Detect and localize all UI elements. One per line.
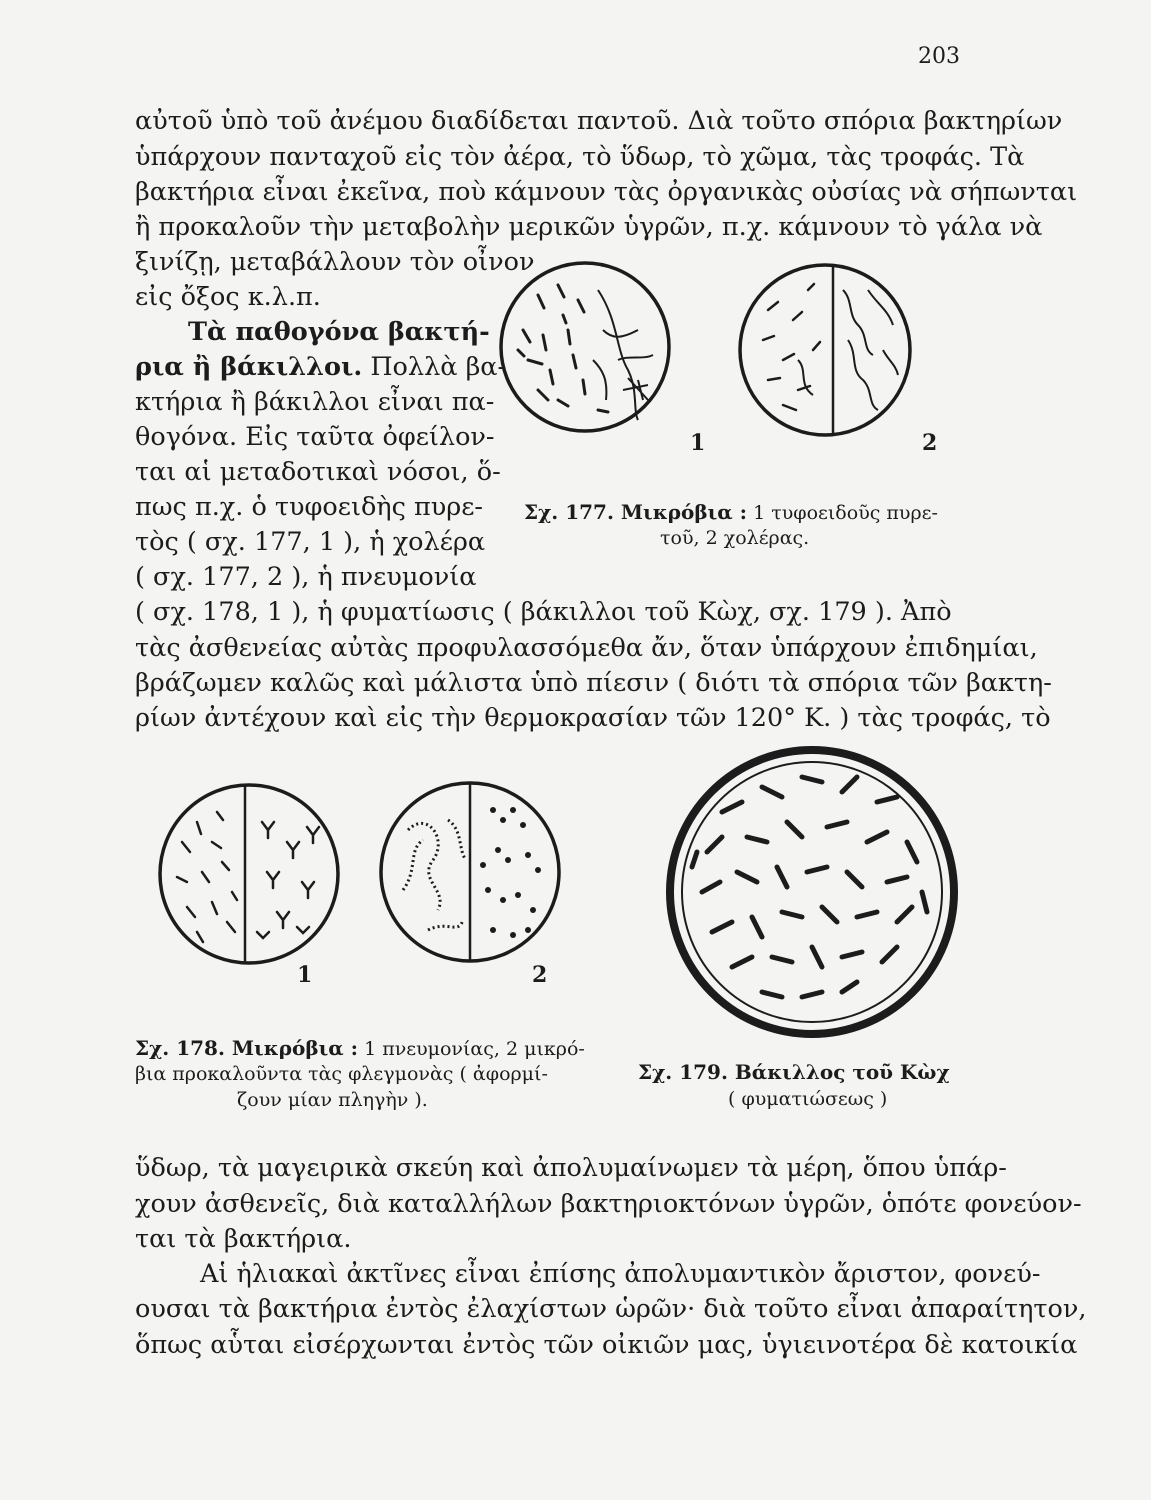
fig179-caption-title: Σχ. 179. Βάκιλλος τοῦ Κὼχ bbox=[638, 1060, 950, 1084]
fig178-caption-line2: βια προκαλοῦντα τὰς φλεγμονὰς ( ἀφορμί- bbox=[135, 1063, 548, 1085]
fig179-caption-line1 bbox=[638, 1060, 950, 1085]
paragraph1-line: ἢ προκαλοῦν τὴν μεταβολὴν μερικῶν ὑγρῶν, π.χ. κάμνουν τὸ γάλα νὰ bbox=[135, 212, 1043, 242]
paragraph1-line: εἰς ὄξος κ.λ.π. bbox=[135, 282, 321, 312]
section-line bbox=[135, 350, 506, 384]
paragraph2-line: ( σχ. 178, 1 ), ἡ φυματίωσις ( βάκιλλοι τοῦ Κὼχ, σχ. 179 ). Ἀπὸ bbox=[135, 597, 952, 627]
section-heading-cont: ρια ἢ βάκιλλοι. bbox=[135, 352, 363, 382]
fig178-caption-text: 1 πνευμονίας, 2 μικρό- bbox=[358, 1038, 585, 1060]
section-line: ται αἱ μεταδοτικαὶ νόσοι, ὅ- bbox=[135, 457, 501, 487]
fig178-caption-title: Σχ. 178. Μικρόβια : bbox=[135, 1036, 359, 1060]
section-line: τὸς ( σχ. 177, 1 ), ἡ χολέρα bbox=[135, 527, 486, 557]
section-line: κτήρια ἢ βάκιλλοι εἶναι πα- bbox=[135, 387, 495, 417]
fig178-label-1: 1 bbox=[297, 962, 313, 988]
fig178-drawing-1 bbox=[157, 782, 342, 967]
section-line: θογόνα. Εἰς ταῦτα ὀφείλον- bbox=[135, 422, 495, 452]
fig177-drawing-2 bbox=[738, 260, 913, 440]
paragraph3-line: ὕδωρ, τὰ μαγειρικὰ σκεύη καὶ ἀπολυμαίνωμεν τὰ μέρη, ὅπου ὑπάρ- bbox=[135, 1153, 1007, 1183]
fig179-caption-line2: ( φυματιώσεως ) bbox=[728, 1088, 888, 1110]
paragraph2-line: τὰς ἀσθενείας αὐτὰς προφυλασσόμεθα ἄν, ὅταν ὑπάρχουν ἐπιδημίαι, bbox=[135, 633, 1038, 663]
paragraph1-line: ξινίζῃ, μεταβάλλουν τὸν οἶνον bbox=[135, 247, 535, 277]
paragraph2-line: ρίων ἀντέχουν καὶ εἰς τὴν θερμοκρασίαν τῶν 120° Κ. ) τὰς τροφάς, τὸ bbox=[135, 703, 1051, 733]
fig177-caption-title: Σχ. 177. Μικρόβια : bbox=[524, 500, 748, 524]
paragraph1-line: αὐτοῦ ὑπὸ τοῦ ἀνέμου διαδίδεται παντοῦ. Διὰ τοῦτο σπόρια βακτηρίων bbox=[135, 106, 1063, 136]
section-heading: Τὰ παθογόνα βακτή- bbox=[188, 317, 490, 347]
paragraph3-line: ται τὰ βακτήρια. bbox=[135, 1224, 352, 1254]
paragraph4-line: Αἱ ἡλιακαὶ ἀκτῖνες εἶναι ἐπίσης ἀπολυμαντικὸν ἄριστον, φονεύ- bbox=[200, 1259, 1041, 1289]
fig177-drawing-1 bbox=[498, 260, 673, 435]
section-line: πως π.χ. ὁ τυφοειδὴς πυρε- bbox=[135, 492, 484, 522]
paragraph4-line: ουσαι τὰ βακτήρια ἐντὸς ἐλαχίστων ὡρῶν· διὰ τοῦτο εἶναι ἀπαραίτητον, bbox=[135, 1294, 1087, 1324]
fig177-label-1: 1 bbox=[690, 430, 706, 456]
fig178-caption-line1 bbox=[135, 1036, 585, 1061]
paragraph1-line: ὑπάρχουν πανταχοῦ εἰς τὸν ἀέρα, τὸ ὕδωρ, τὸ χῶμα, τὰς τροφάς. Τὰ bbox=[135, 142, 1025, 172]
fig177-caption-text: 1 τυφοειδοῦς πυρε- bbox=[747, 502, 938, 524]
page-number: 203 bbox=[918, 44, 960, 69]
paragraph3-line: χουν ἀσθενεῖς, διὰ καταλλήλων βακτηριοκτόνων ὑγρῶν, ὁπότε φονεύον- bbox=[135, 1189, 1082, 1219]
section-line: ( σχ. 177, 2 ), ἡ πνευμονία bbox=[135, 562, 477, 592]
fig178-drawing-2 bbox=[378, 780, 563, 965]
paragraph1-line: βακτήρια εἶναι ἐκεῖνα, ποὺ κάμνουν τὰς ὀργανικὰς οὐσίας νὰ σήπωνται bbox=[135, 177, 1078, 207]
fig178-caption-line3: ζουν μίαν πληγὴν ). bbox=[237, 1089, 428, 1111]
fig178-label-2: 2 bbox=[532, 962, 548, 988]
fig179-drawing bbox=[662, 742, 962, 1042]
fig177-caption-line2: τοῦ, 2 χολέρας. bbox=[660, 527, 810, 549]
section-text: Πολλὰ βα- bbox=[362, 352, 507, 382]
paragraph2-line: βράζωμεν καλῶς καὶ μάλιστα ὑπὸ πίεσιν ( διότι τὰ σπόρια τῶν βακτη- bbox=[135, 668, 1052, 698]
paragraph4-line: ὅπως αὗται εἰσέρχωνται ἐντὸς τῶν οἰκιῶν μας, ὑγιεινοτέρα δὲ κατοικία bbox=[135, 1330, 1078, 1360]
fig177-label-2: 2 bbox=[922, 430, 938, 456]
fig177-caption-line1 bbox=[524, 500, 938, 525]
